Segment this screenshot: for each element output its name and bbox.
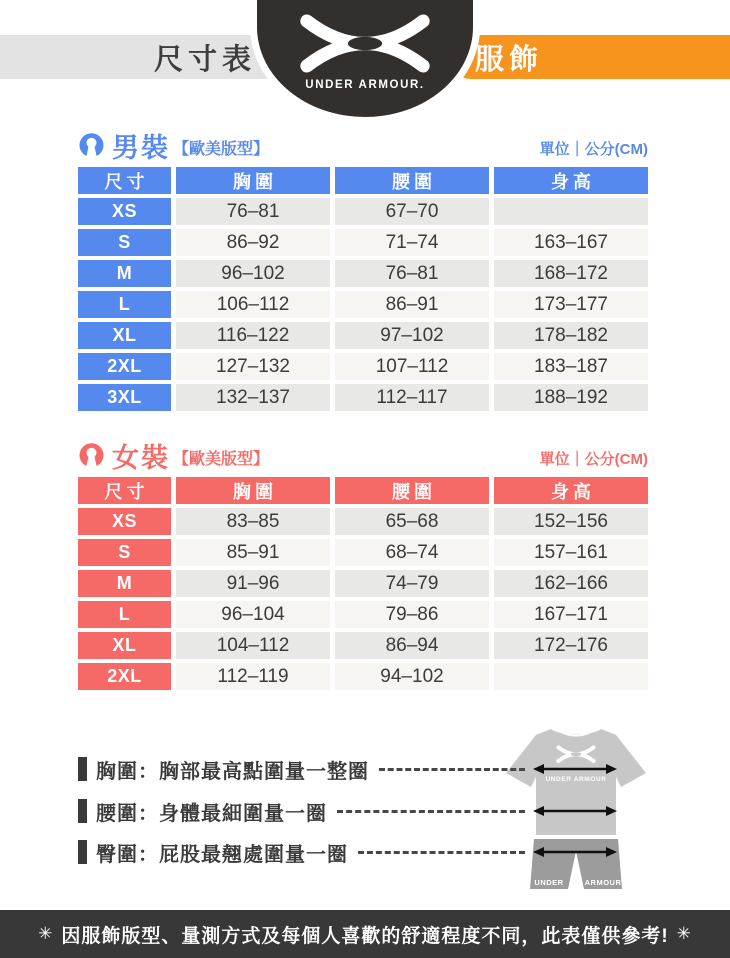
size-cell: 2XL bbox=[78, 663, 171, 690]
value-cell: 106–112 bbox=[176, 291, 330, 318]
size-cell: XL bbox=[78, 632, 171, 659]
women-section-subtitle: 【歐美版型】 bbox=[173, 451, 270, 468]
dashed-leader-line bbox=[379, 768, 525, 771]
value-cell: 167–171 bbox=[494, 601, 648, 628]
dashed-leader-line bbox=[337, 810, 525, 813]
value-cell: 91–96 bbox=[176, 570, 330, 597]
double-arrow-icon bbox=[533, 762, 617, 776]
column-header-cell: 胸圍 bbox=[176, 477, 330, 504]
measure-note-row bbox=[78, 754, 617, 784]
value-cell: 86–91 bbox=[335, 291, 489, 318]
burst-icon: ✳ bbox=[38, 924, 54, 943]
women-size-table bbox=[78, 477, 648, 690]
ua-logo-icon bbox=[299, 13, 431, 74]
value-cell: 76–81 bbox=[176, 198, 330, 225]
value-cell: 112–119 bbox=[176, 663, 330, 690]
note-bullet bbox=[78, 840, 87, 864]
value-cell: 163–167 bbox=[494, 229, 648, 256]
apparel-tab-label: 服飾 bbox=[475, 43, 544, 76]
value-cell: 83–85 bbox=[176, 508, 330, 535]
value-cell: 173–177 bbox=[494, 291, 648, 318]
column-header-cell: 身高 bbox=[494, 477, 648, 504]
size-cell: M bbox=[78, 260, 171, 287]
size-cell: XS bbox=[78, 198, 171, 225]
value-cell: 112–117 bbox=[335, 384, 489, 411]
value-cell: 104–112 bbox=[176, 632, 330, 659]
value-cell: 127–132 bbox=[176, 353, 330, 380]
size-cell: XL bbox=[78, 322, 171, 349]
value-cell: 178–182 bbox=[494, 322, 648, 349]
value-cell bbox=[494, 198, 648, 225]
size-cell: L bbox=[78, 601, 171, 628]
men-person-icon bbox=[78, 132, 105, 159]
value-cell: 168–172 bbox=[494, 260, 648, 287]
value-cell: 71–74 bbox=[335, 229, 489, 256]
value-cell: 86–92 bbox=[176, 229, 330, 256]
men-section-subtitle: 【歐美版型】 bbox=[173, 141, 270, 158]
size-cell: S bbox=[78, 539, 171, 566]
note-bullet bbox=[78, 757, 87, 781]
size-cell: XS bbox=[78, 508, 171, 535]
women-unit-label: 單位｜公分(CM) bbox=[539, 450, 648, 468]
value-cell: 188–192 bbox=[494, 384, 648, 411]
value-cell: 152–156 bbox=[494, 508, 648, 535]
note-text: 臀圍：屁股最翹處圍量一圈 bbox=[96, 843, 348, 866]
note-text: 腰圍：身體最細圍量一圈 bbox=[96, 802, 327, 825]
ua-wordmark: UNDER ARMOUR. bbox=[305, 79, 425, 91]
note-bullet bbox=[78, 799, 87, 823]
size-cell: M bbox=[78, 570, 171, 597]
value-cell: 67–70 bbox=[335, 198, 489, 225]
column-header-cell: 尺寸 bbox=[78, 477, 171, 504]
ua-shield-badge bbox=[257, 0, 473, 117]
value-cell: 116–122 bbox=[176, 322, 330, 349]
value-cell: 65–68 bbox=[335, 508, 489, 535]
value-cell: 132–137 bbox=[176, 384, 330, 411]
value-cell: 183–187 bbox=[494, 353, 648, 380]
note-text: 胸圍：胸部最高點圍量一整圈 bbox=[96, 760, 369, 783]
svg-text:UNDER: UNDER bbox=[534, 878, 564, 887]
disclaimer-bar bbox=[0, 910, 730, 958]
men-size-table bbox=[78, 167, 648, 411]
value-cell: 74–79 bbox=[335, 570, 489, 597]
value-cell: 96–102 bbox=[176, 260, 330, 287]
men-unit-label: 單位｜公分(CM) bbox=[539, 140, 648, 158]
women-section-header bbox=[78, 438, 648, 472]
men-section-title: 男裝 bbox=[112, 132, 170, 163]
dashed-leader-line bbox=[358, 851, 525, 854]
value-cell: 94–102 bbox=[335, 663, 489, 690]
value-cell: 68–74 bbox=[335, 539, 489, 566]
value-cell: 85–91 bbox=[176, 539, 330, 566]
value-cell: 157–161 bbox=[494, 539, 648, 566]
value-cell: 162–166 bbox=[494, 570, 648, 597]
double-arrow-icon bbox=[533, 845, 617, 859]
size-chart-tab-label: 尺寸表 bbox=[153, 43, 256, 76]
size-cell: 2XL bbox=[78, 353, 171, 380]
men-section-header bbox=[78, 128, 648, 162]
svg-text:ARMOUR: ARMOUR bbox=[584, 878, 622, 887]
value-cell bbox=[494, 663, 648, 690]
women-section-title: 女裝 bbox=[112, 442, 170, 473]
apparel-tab bbox=[449, 35, 730, 79]
value-cell: 107–112 bbox=[335, 353, 489, 380]
column-header-cell: 身高 bbox=[494, 167, 648, 194]
value-cell: 86–94 bbox=[335, 632, 489, 659]
value-cell: 79–86 bbox=[335, 601, 489, 628]
double-arrow-icon bbox=[533, 804, 617, 818]
measure-note-row bbox=[78, 837, 617, 867]
women-person-icon bbox=[78, 442, 105, 469]
column-header-cell: 胸圍 bbox=[176, 167, 330, 194]
size-cell: L bbox=[78, 291, 171, 318]
measure-note-row bbox=[78, 796, 617, 826]
value-cell: 172–176 bbox=[494, 632, 648, 659]
size-cell: S bbox=[78, 229, 171, 256]
svg-text:UNDER ARMOUR: UNDER ARMOUR bbox=[545, 776, 607, 783]
column-header-cell: 腰圍 bbox=[335, 167, 489, 194]
value-cell: 96–104 bbox=[176, 601, 330, 628]
size-chart-tab bbox=[0, 35, 286, 79]
column-header-cell: 尺寸 bbox=[78, 167, 171, 194]
column-header-cell: 腰圍 bbox=[335, 477, 489, 504]
value-cell: 97–102 bbox=[335, 322, 489, 349]
value-cell: 76–81 bbox=[335, 260, 489, 287]
page-header bbox=[0, 0, 730, 120]
burst-icon: ✳ bbox=[676, 924, 692, 943]
size-cell: 3XL bbox=[78, 384, 171, 411]
measurement-notes-section bbox=[0, 713, 730, 909]
disclaimer-text: 因服飾版型、量測方式及每個人喜歡的舒適程度不同，此表僅供參考! bbox=[61, 925, 669, 947]
